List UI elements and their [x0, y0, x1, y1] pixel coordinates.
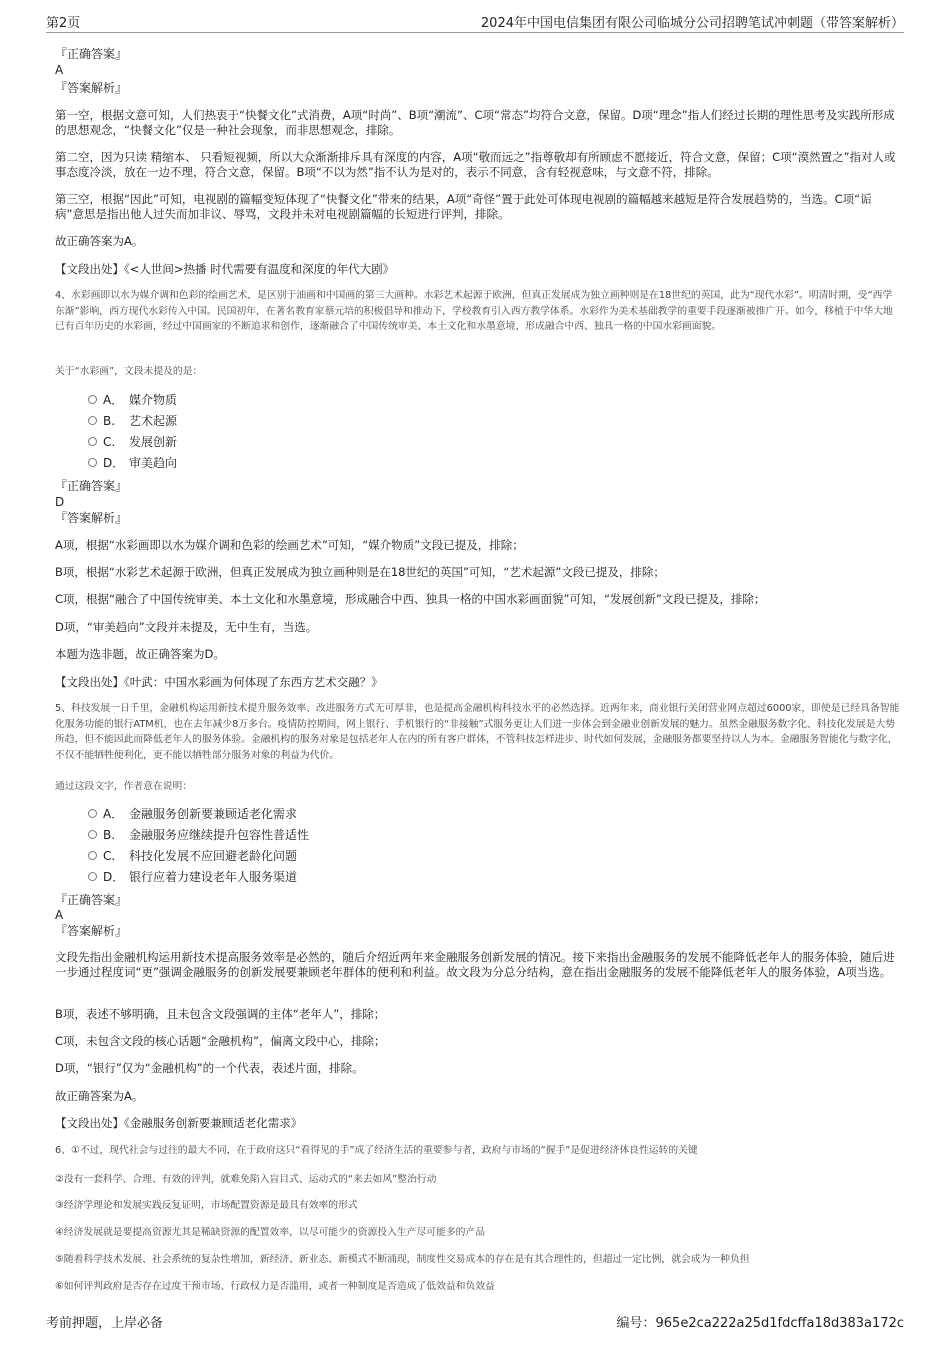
analysis-paragraph: B项，根据“水彩艺术起源于欧洲，但真正发展成为独立画种则是在18世纪的英国”可知，“艺术起源”文段已提及，排除；	[55, 565, 665, 579]
analysis-paragraph: 第二空，因为只读 精缩本、 只看短视频，所以大众渐渐排斥具有深度的内容，A项“敬而远之”指尊敬却有所顾虑不愿接近，符合文意，保留；C项“漠然置之”指对人或事态度冷淡，放在一边不理，符合文意，保留。B项“不以为然”指不认为是对的，表示不同意，含有轻视意味，与文意不符，排除。	[55, 150, 896, 179]
correct-answer-label: 『正确答案』	[55, 47, 128, 61]
option-d[interactable]: D． 审美趋向	[88, 456, 177, 471]
analysis-label: 『答案解析』	[55, 81, 128, 95]
analysis-label: 『答案解析』	[55, 511, 128, 525]
question-stem: 4、水彩画即以水为媒介调和色彩的绘画艺术，是区别于油画和中国画的第三大画种。水彩艺术起源于欧洲，但真正发展成为独立画种则是在18世纪的英国，此为“现代水彩”。明清时期，受“西学东渐”影响，西方现代水彩传入中国。民国初年，在著名教育家蔡元培的积极倡导和推动下，学校教育引入西方教学体系。水彩作为美术基础教学的重要手段逐渐被推广开。如今，移植于中华大地已有百年历史的水彩画，经过中国画家的不断追求和创作，逐渐融合了中国传统审美、本土文化和水墨意境，形成融合中西、独具一格的中国水彩画面貌。	[55, 290, 893, 332]
analysis-paragraph: D项，“审美趋向”文段并未提及，无中生有，当选。	[55, 620, 318, 634]
footer-slogan: 考前押题，上岸必备	[46, 1316, 164, 1331]
analysis-conclusion: 故正确答案为A。	[55, 1089, 144, 1103]
page-number: 第2页	[46, 16, 81, 31]
question-line: ⑤随着科学技术发展、社会系统的复杂性增加，新经济、新业态、新模式不断涌现，制度性交易成本的存在是有其合理性的，但超过一定比例，就会成为一种负担	[55, 1254, 750, 1265]
analysis-paragraph: C项，未包含文段的核心话题“金融机构”，偏离文段中心，排除；	[55, 1034, 386, 1048]
analysis-conclusion: 故正确答案为A。	[55, 234, 144, 248]
correct-answer-value: A	[55, 908, 64, 922]
option-c[interactable]: C. 发展创新	[88, 435, 177, 450]
source-citation: 【文段出处】《<人世间>热播 时代需要有温度和深度的年代大剧》	[55, 262, 395, 276]
analysis-paragraph: 第一空，根据文意可知，人们热衷于“快餐文化”式消费，A项“时尚”、B项“潮流”、C项“常态”均符合文意，保留。D项“理念”指人们经过长期的理性思考及实践所形成的思想观念，“快餐文化”仅是一种社会现象，而非思想观念，排除。	[55, 108, 895, 137]
radio-icon[interactable]	[88, 872, 97, 881]
correct-answer-label: 『正确答案』	[55, 479, 128, 493]
analysis-conclusion: 本题为选非题，故正确答案为D。	[55, 647, 225, 661]
radio-icon[interactable]	[88, 458, 97, 467]
option-d[interactable]: D． 银行应着力建设老年人服务渠道	[88, 870, 297, 885]
analysis-label: 『答案解析』	[55, 924, 128, 938]
option-b[interactable]: B. 艺术起源	[88, 414, 177, 429]
analysis-paragraph: B项，表述不够明确，且未包含文段强调的主体“老年人”，排除；	[55, 1007, 386, 1021]
document-id: 编号：965e2ca222a25d1fdcffa18d383a172c	[616, 1316, 904, 1331]
option-c[interactable]: C. 科技化发展不应回避老龄化问题	[88, 849, 297, 864]
document-title: 2024年中国电信集团有限公司临城分公司招聘笔试冲刺题（带答案解析）	[480, 16, 904, 31]
option-a[interactable]: A． 媒介物质	[88, 393, 177, 408]
question-prompt: 关于“水彩画”，文段未提及的是：	[55, 366, 203, 377]
question-prompt: 通过这段文字，作者意在说明：	[55, 781, 193, 792]
question-line: ⑥如何评判政府是否存在过度干预市场、行政权力是否滥用，或者一种制度是否造成了低效益和负效益	[55, 1281, 495, 1292]
question-line: ③经济学理论和发展实践反复证明，市场配置资源是最具有效率的形式	[55, 1200, 358, 1211]
correct-answer-label: 『正确答案』	[55, 893, 128, 907]
page-header	[46, 12, 904, 33]
option-b[interactable]: B. 金融服务应继续提升包容性普适性	[88, 828, 309, 843]
question-line: ④经济发展就是要提高资源尤其是稀缺资源的配置效率，以尽可能少的资源投入生产尽可能多的产品	[55, 1227, 486, 1238]
radio-icon[interactable]	[88, 851, 97, 860]
option-a[interactable]: A． 金融服务创新要兼顾适老化需求	[88, 807, 297, 822]
source-citation: 【文段出处】《叶武：中国水彩画为何体现了东西方艺术交融？》	[55, 675, 383, 689]
analysis-paragraph: C项，根据“融合了中国传统审美、本土文化和水墨意境，形成融合中西、独具一格的中国水彩画面貌”可知，“发展创新”文段已提及，排除；	[55, 592, 766, 606]
source-citation: 【文段出处】《金融服务创新要兼顾适老化需求》	[55, 1116, 303, 1130]
analysis-paragraph: D项，“银行”仅为“金融机构”的一个代表，表述片面，排除。	[55, 1061, 364, 1075]
analysis-paragraph: A项，根据“水彩画即以水为媒介调和色彩的绘画艺术”可知，“媒介物质”文段已提及，排除；	[55, 538, 524, 552]
analysis-paragraph: 文段先指出金融机构运用新技术提高服务效率是必然的，随后介绍近两年来金融服务创新发展的情况。接下来指出金融服务的发展不能降低老年人的服务体验，随后进一步通过程度词“更”强调金融服务的创新发展要兼顾老年群体的便利和利益。故文段为分总分结构，意在指出金融服务的发展不能降低老年人的服务体验，A项当选。	[55, 950, 895, 979]
radio-icon[interactable]	[88, 395, 97, 404]
correct-answer-value: A	[55, 63, 64, 77]
analysis-paragraph: 第三空，根据“因此”可知，电视剧的篇幅变短体现了“快餐文化”带来的结果，A项“奇怪”置于此处可体现电视剧的篇幅越来越短是符合发展趋势的，当选。C项“诟病”意思是指出他人过失而加非议、辱骂，文段并未对电视剧篇幅的长短进行评判，排除。	[55, 192, 872, 221]
correct-answer-value: D	[55, 495, 65, 509]
radio-icon[interactable]	[88, 437, 97, 446]
radio-icon[interactable]	[88, 809, 97, 818]
question-line: ②没有一套科学、合理、有效的评判，就难免陷入盲目式、运动式的“来去如风”整治行动	[55, 1174, 437, 1185]
question-stem: 5、科技发展一日千里，金融机构运用新技术提升服务效率、改进服务方式无可厚非，也是提高金融机构科技水平的必然选择。近两年来，商业银行关闭营业网点超过6000家，即使是已经具备智能化服务功能的银行ATM机，也在去年减少8万多台。疫情防控期间，网上银行、手机银行的“非接触”式服务更让人们进一步体会到金融业创新发展的魅力。虽然金融服务数字化、科技化发展是大势所趋，但不能因此而降低老年人的服务体验。金融机构的服务对象是包括老年人在内的所有客户群体，不管科技怎样进步、时代如何发展，金融服务都要坚持以人为本。金融服务智能化与数字化，不仅不能牺牲便利化，更不能以牺牲部分服务对象的利益为代价。	[55, 703, 900, 761]
question-line: 6、①不过，现代社会与过往的最大不同，在于政府这只“看得见的手”成了经济生活的重要参与者，政府与市场的“握手”是促进经济体良性运转的关键	[55, 1145, 698, 1156]
radio-icon[interactable]	[88, 416, 97, 425]
radio-icon[interactable]	[88, 830, 97, 839]
